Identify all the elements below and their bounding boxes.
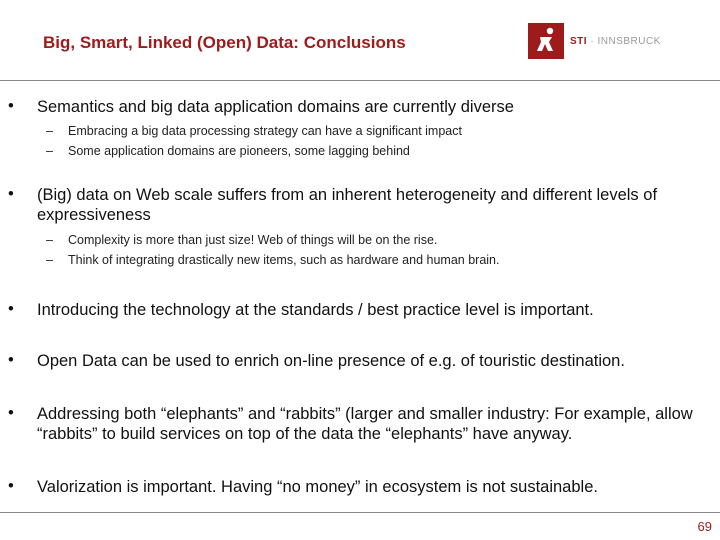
sub-bullet-text: Think of integrating drastically new items, such as hardware and human brain. xyxy=(68,253,500,267)
sti-innsbruck-logo xyxy=(528,23,661,59)
bullet-text: Valorization is important. Having “no money” in ecosystem is not sustainable. xyxy=(37,478,598,496)
bullet-icon: • xyxy=(8,300,14,318)
footer-divider xyxy=(0,512,720,513)
logo-separator: · xyxy=(587,35,598,47)
dash-icon: – xyxy=(46,144,53,158)
logo-brand: STI xyxy=(570,35,588,47)
bullet-icon: • xyxy=(8,351,14,369)
sub-bullet-text: Some application domains are pioneers, some lagging behind xyxy=(68,144,410,158)
bullet-text: Addressing both “elephants” and “rabbits” (larger and smaller industry: For example, allow “rabbits” to build services on top of the data the “elephants” have anyway. xyxy=(37,405,693,443)
dash-icon: – xyxy=(46,253,53,267)
bullet-icon: • xyxy=(8,97,14,115)
bullet-text: Open Data can be used to enrich on-line presence of e.g. of touristic destination. xyxy=(37,352,625,370)
bullet-icon: • xyxy=(8,477,14,495)
dash-icon: – xyxy=(46,233,53,247)
logo-text xyxy=(570,36,661,47)
bullet-icon: • xyxy=(8,185,14,203)
bullet-text: (Big) data on Web scale suffers from an inherent heterogeneity and different levels of expressiveness xyxy=(37,186,658,224)
logo-city: INNSBRUCK xyxy=(597,35,661,47)
sub-bullet-text: Complexity is more than just size! Web of things will be on the rise. xyxy=(68,233,438,247)
page-number: 69 xyxy=(697,519,712,534)
bullet-icon: • xyxy=(8,404,14,422)
bullet-text: Introducing the technology at the standards / best practice level is important. xyxy=(37,301,594,319)
sub-bullet-text: Embracing a big data processing strategy can have a significant impact xyxy=(68,124,462,138)
bullet-text: Semantics and big data application domains are currently diverse xyxy=(37,98,514,116)
dash-icon: – xyxy=(46,124,53,138)
header-divider xyxy=(0,80,720,81)
sti-logo-icon xyxy=(528,23,564,59)
slide-title: Big, Smart, Linked (Open) Data: Conclusions xyxy=(43,33,406,52)
